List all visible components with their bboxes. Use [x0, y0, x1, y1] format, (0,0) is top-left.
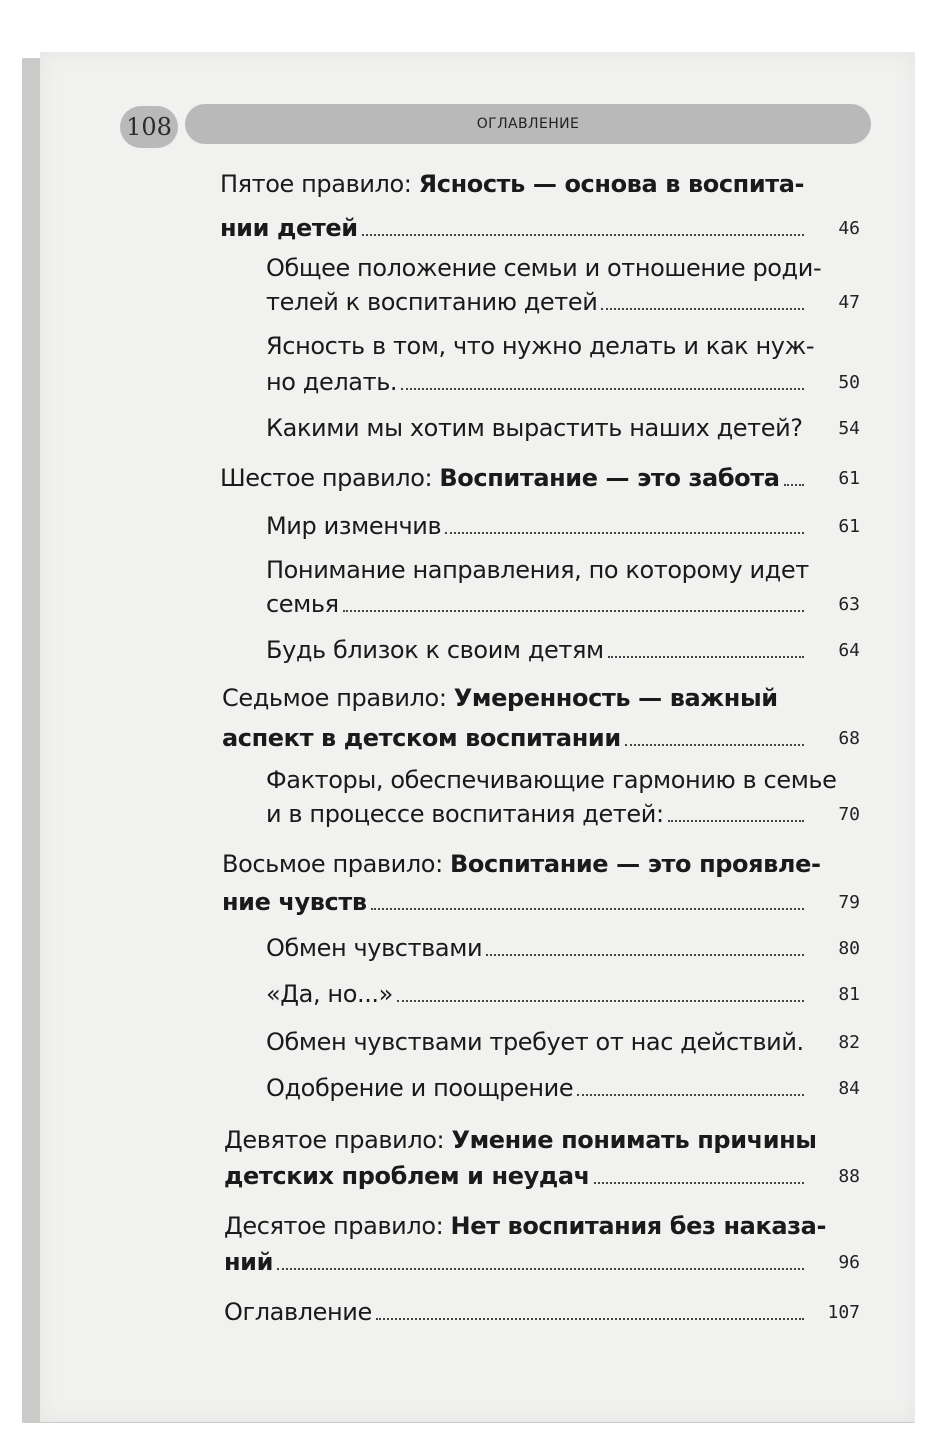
- toc-page-number: 54: [838, 418, 860, 439]
- toc-entry-line: [266, 766, 837, 794]
- page-number: 108: [120, 106, 178, 148]
- toc-entry-line: [224, 1126, 817, 1154]
- toc-entry-line: [266, 288, 806, 316]
- toc-entry-text: телей к воспитанию детей: [266, 288, 598, 316]
- toc-entry-title: аспект в детском воспитании: [222, 724, 621, 752]
- toc-entry-line: [222, 888, 806, 916]
- toc-entry-line: [224, 1298, 806, 1326]
- dot-leader: [371, 907, 804, 910]
- toc-entry-line: [266, 1074, 806, 1102]
- toc-entry-title: Умеренность — важный: [453, 684, 778, 712]
- toc-entry-text: Обмен чувствами: [266, 934, 483, 962]
- toc-entry-line: [222, 850, 821, 878]
- dot-leader: [376, 1317, 804, 1320]
- toc-entry-title: ние чувств: [222, 888, 367, 916]
- toc-page-number: 63: [838, 594, 860, 615]
- toc-entry-line: [266, 556, 809, 584]
- toc-page-number: 46: [838, 218, 860, 239]
- dot-leader: [594, 1181, 804, 1184]
- toc-page-number: 61: [838, 468, 860, 489]
- toc-page-number: 64: [838, 640, 860, 661]
- toc-entry-line: [266, 934, 806, 962]
- toc-entry-text: Девятое правило:: [224, 1126, 452, 1154]
- toc-page-number: 79: [838, 892, 860, 913]
- toc-entry-text: Десятое правило:: [224, 1212, 451, 1240]
- toc-page-number: 68: [838, 728, 860, 749]
- toc-entry-text: «Да, но...»: [266, 980, 393, 1008]
- dot-leader: [784, 483, 804, 486]
- toc-entry-title: нии детей: [220, 214, 358, 242]
- toc-page-number: 61: [838, 516, 860, 537]
- toc-entry-title: Нет воспитания без наказа-: [450, 1212, 827, 1240]
- toc-entry-line: [220, 464, 806, 492]
- toc-entry-title: Ясность — основа в воспита-: [418, 170, 805, 198]
- toc-entry-title: детских проблем и неудач: [224, 1162, 590, 1190]
- dot-leader: [343, 609, 804, 612]
- toc-entry-text: Шестое правило:: [220, 464, 440, 492]
- toc-entry-text: Пятое правило:: [220, 170, 419, 198]
- toc-page-number: 107: [827, 1302, 860, 1323]
- toc-entry-text: Оглавление: [224, 1298, 372, 1326]
- toc-entry-line: [224, 1248, 806, 1276]
- toc-entry-line: [266, 414, 806, 442]
- toc-page-number: 70: [838, 804, 860, 825]
- dot-leader: [397, 999, 804, 1002]
- toc-page-number: 96: [838, 1252, 860, 1273]
- toc-entry-line: [266, 368, 806, 396]
- toc-entry-text: Понимание направления, по которому идет: [266, 556, 809, 584]
- toc-entry-line: [266, 332, 814, 360]
- toc-entry-title: Воспитание — это проявле-: [450, 850, 821, 878]
- toc-entry-line: [222, 724, 806, 752]
- toc-page-number: 88: [838, 1166, 860, 1187]
- toc-entry-text: Обмен чувствами требует от нас действий.: [266, 1028, 804, 1056]
- toc-entry-title: ний: [224, 1248, 274, 1276]
- toc-entry-text: Будь близок к своим детям: [266, 636, 604, 664]
- toc-page-number: 50: [838, 372, 860, 393]
- running-header-title: ОГЛАВЛЕНИЕ: [476, 116, 580, 132]
- toc-entry-line: [222, 684, 778, 712]
- toc-entry-line: [266, 636, 806, 664]
- toc-entry-line: [266, 800, 806, 828]
- dot-leader: [277, 1267, 804, 1270]
- toc-entry-text: Какими мы хотим вырастить наших детей?: [266, 414, 803, 442]
- dot-leader: [601, 307, 804, 310]
- toc-page-number: 82: [838, 1032, 860, 1053]
- dot-leader: [608, 655, 804, 658]
- toc-entry-line: [266, 1028, 806, 1056]
- toc-entry-text: Ясность в том, что нужно делать и как нуж-: [266, 332, 815, 360]
- dot-leader: [486, 953, 804, 956]
- toc-entry-line: [220, 214, 806, 242]
- toc-entry-text: Седьмое правило:: [222, 684, 454, 712]
- toc-entry-text: Восьмое правило:: [222, 850, 450, 878]
- toc-entry-text: Одобрение и поощрение: [266, 1074, 574, 1102]
- toc-entry-line: [266, 254, 821, 282]
- toc-entry-line: [266, 512, 806, 540]
- toc-entry-title: Воспитание — это забота: [439, 464, 780, 492]
- toc-page-number: 80: [838, 938, 860, 959]
- dot-leader: [625, 743, 804, 746]
- dot-leader: [668, 819, 804, 822]
- dot-leader: [577, 1093, 804, 1096]
- toc-entry-title: Умение понимать причины: [451, 1126, 817, 1154]
- toc-entry-text: Факторы, обеспечивающие гармонию в семье: [266, 766, 837, 794]
- toc-entry-text: и в процессе воспитания детей:: [266, 800, 664, 828]
- dot-leader: [401, 387, 804, 390]
- toc-page-number: 81: [838, 984, 860, 1005]
- toc-entry-line: [220, 170, 804, 198]
- dot-leader: [445, 531, 804, 534]
- toc-page-number: 84: [838, 1078, 860, 1099]
- toc-entry-line: [224, 1162, 806, 1190]
- toc-entry-line: [224, 1212, 826, 1240]
- dot-leader: [362, 233, 804, 236]
- toc-entry-text: Общее положение семьи и отношение роди-: [266, 254, 822, 282]
- toc-entry-text: Мир изменчив: [266, 512, 442, 540]
- toc-page-number: 47: [838, 292, 860, 313]
- toc-entry-text: но делать.: [266, 368, 398, 396]
- toc-entry-text: семья: [266, 590, 339, 618]
- toc-entry-line: [266, 590, 806, 618]
- toc-entry-line: [266, 980, 806, 1008]
